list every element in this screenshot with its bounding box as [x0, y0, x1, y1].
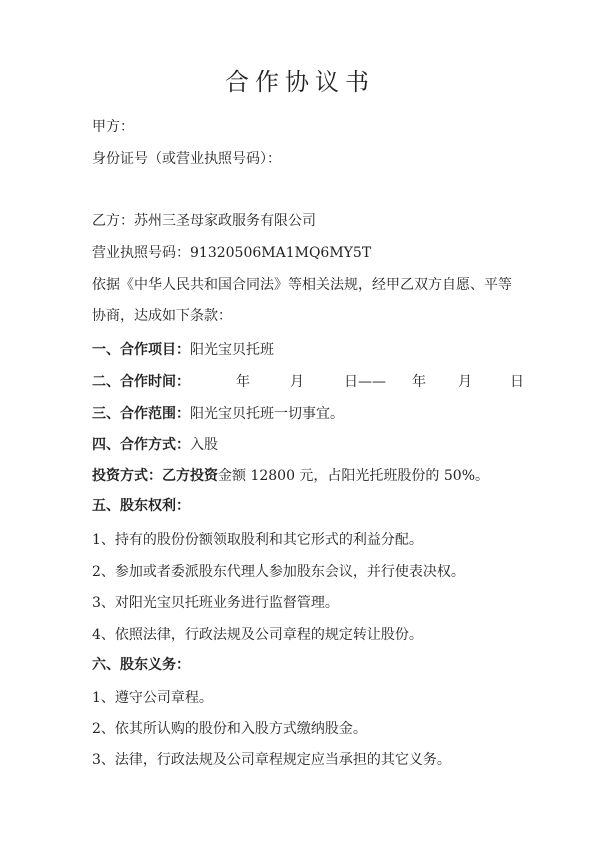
section-6-heading: 六、股东义务：	[92, 657, 190, 673]
license-line	[92, 244, 371, 262]
section-1-label: 一、合作项目：	[92, 342, 190, 358]
section-1-line	[92, 341, 274, 359]
section-2-label: 二、合作时间：	[92, 374, 190, 390]
section-3-line	[92, 405, 344, 423]
party-b-line	[92, 212, 316, 230]
right-item: 2、参加或者委派股东代理人参加股东会议，并行使表决权。	[92, 564, 465, 580]
section-4-label: 四、合作方式：	[92, 437, 190, 453]
intro-line-2: 协商，达成如下条款：	[92, 308, 232, 324]
intro-line-1: 依据《中华人民共和国合同法》等相关法规，经甲乙双方自愿、平等	[92, 277, 512, 293]
license-label: 营业执照号码：	[92, 245, 190, 261]
section-4-value: 入股	[190, 437, 218, 453]
investment-party: 乙方投资	[162, 468, 218, 484]
time-month-end: 月	[458, 374, 472, 390]
section-3-value: 阳光宝贝托班一切事宜。	[190, 406, 344, 422]
license-number: 91320506MA1MQ6MY5T	[190, 245, 372, 261]
investment-line	[92, 467, 489, 485]
document-title: 合作协议书	[225, 68, 375, 96]
time-day-end: 日	[510, 374, 524, 390]
time-year-end: 年	[412, 374, 426, 390]
section-3-label: 三、合作范围：	[92, 406, 190, 422]
investment-detail: 金额 12800 元，占阳光托班股份的 50%。	[218, 468, 490, 484]
section-4-line	[92, 436, 218, 454]
section-2-line	[92, 373, 524, 391]
time-day-start: 日——	[344, 374, 386, 390]
duty-item: 1、遵守公司章程。	[92, 690, 213, 706]
time-year-start: 年	[236, 374, 250, 390]
right-item: 3、对阳光宝贝托班业务进行监督管理。	[92, 595, 339, 611]
section-5-heading: 五、股东权利：	[92, 498, 190, 514]
party-b-name: 苏州三圣母家政服务有限公司	[134, 213, 316, 229]
right-item: 4、依照法律，行政法规及公司章程的规定转让股份。	[92, 627, 423, 643]
duty-item: 2、依其所认购的股份和入股方式缴纳股金。	[92, 721, 367, 737]
right-item: 1、持有的股份份额领取股利和其它形式的利益分配。	[92, 532, 423, 548]
party-a-line: 甲方：	[92, 119, 134, 135]
time-month-start: 月	[290, 374, 304, 390]
investment-label: 投资方式：	[92, 468, 162, 484]
party-b-label: 乙方：	[92, 213, 134, 229]
duty-item: 3、法律，行政法规及公司章程规定应当承担的其它义务。	[92, 752, 451, 768]
party-a-id-line: 身份证号（或营业执照号码）：	[92, 151, 281, 167]
section-1-value: 阳光宝贝托班	[190, 342, 274, 358]
